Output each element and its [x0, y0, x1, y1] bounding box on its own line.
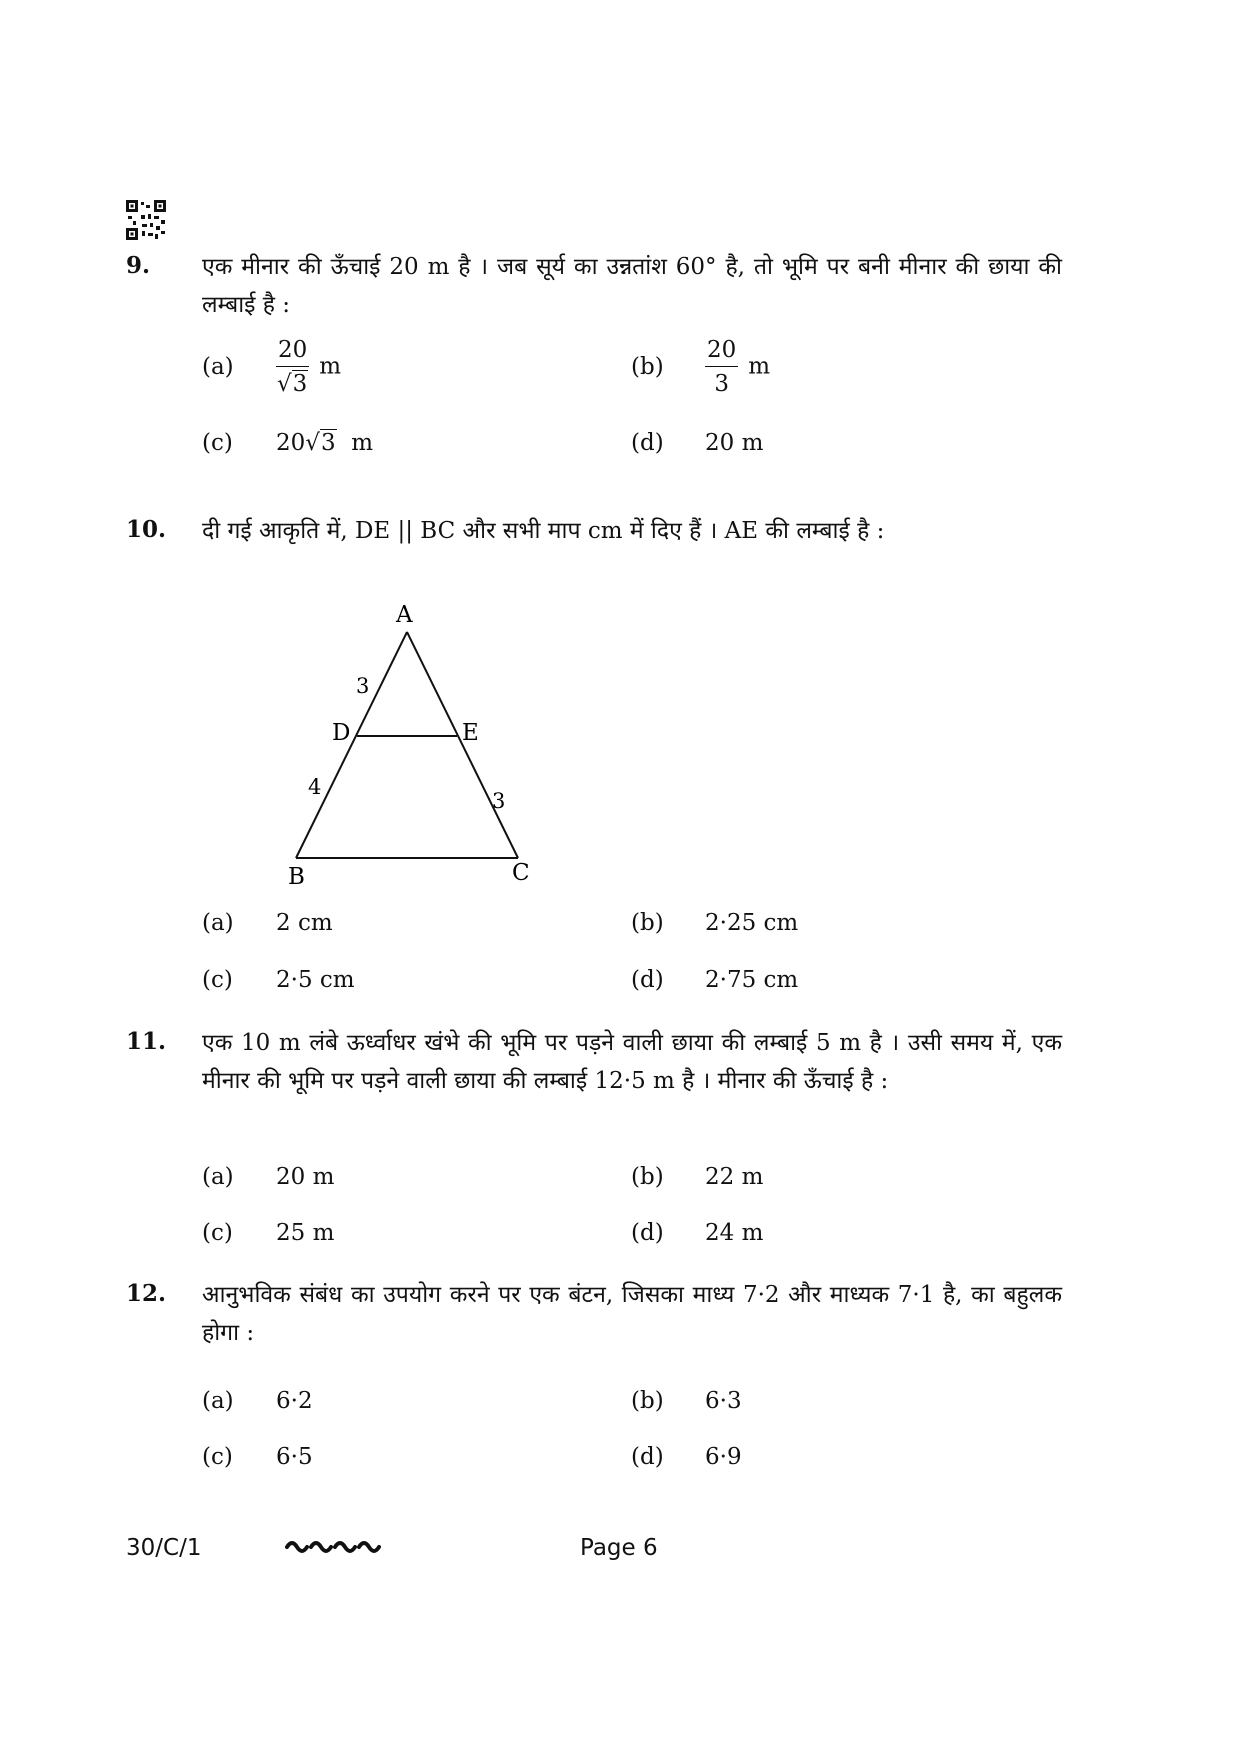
- vertex-b-label: B: [288, 864, 305, 884]
- option-a[interactable]: [202, 1164, 602, 1204]
- unit: m: [351, 430, 374, 456]
- fraction: [705, 336, 738, 399]
- option-label: (b): [631, 1164, 664, 1190]
- option-value: 6·5: [276, 1444, 313, 1470]
- option-c[interactable]: [202, 1220, 602, 1260]
- option-value: 2·5 cm: [276, 967, 355, 993]
- question-text: आनुभविक संबंध का उपयोग करने पर एक बंटन, जिसका माध्य 7·2 और माध्यक 7·1 है, का बहुलक होगा :: [202, 1282, 1062, 1346]
- tilde-decoration-icon: [285, 1532, 385, 1558]
- option-value: 2·25 cm: [705, 910, 799, 936]
- question-12: [126, 1276, 1066, 1486]
- option-label: (d): [631, 430, 664, 456]
- square-root: √3: [305, 430, 336, 456]
- option-a[interactable]: [202, 910, 602, 950]
- question-text: एक मीनार की ऊँचाई 20 m है । जब सूर्य का उन्नतांश 60° है, तो भूमि पर बनी मीनार की छाया की लम्बाई है :: [202, 254, 1062, 318]
- qr-code-icon: [126, 200, 166, 240]
- radicand: 3: [320, 430, 336, 456]
- option-label: (b): [631, 910, 664, 936]
- option-value: 22 m: [705, 1164, 764, 1190]
- option-label: (c): [202, 430, 233, 456]
- triangle-figure: [264, 594, 564, 884]
- vertex-c-label: C: [512, 860, 530, 884]
- option-value: 24 m: [705, 1220, 764, 1246]
- unit: m: [748, 353, 771, 380]
- question-11: [126, 1024, 1066, 1254]
- option-a[interactable]: [202, 1388, 602, 1428]
- option-a[interactable]: [202, 336, 602, 406]
- question-number: 12.: [126, 1280, 167, 1307]
- numerator: 20: [276, 336, 309, 367]
- option-label: (d): [631, 967, 664, 993]
- option-value: 25 m: [276, 1220, 335, 1246]
- unit: m: [319, 353, 342, 380]
- paper-code: 30/C/1: [126, 1535, 202, 1561]
- option-label: (a): [202, 354, 234, 380]
- option-value: 6·9: [705, 1444, 742, 1470]
- denominator: √3: [276, 371, 308, 397]
- option-label: (c): [202, 1220, 233, 1246]
- option-d[interactable]: [631, 967, 1031, 1007]
- option-b[interactable]: [631, 910, 1031, 950]
- length-ec-label: 3: [492, 789, 506, 813]
- option-label: (d): [631, 1220, 664, 1246]
- fraction: [276, 336, 309, 399]
- page-number: Page 6: [580, 1535, 658, 1561]
- length-ad-label: 3: [356, 674, 370, 698]
- option-label: (a): [202, 910, 234, 936]
- option-label: (a): [202, 1164, 234, 1190]
- question-text: एक 10 m लंबे ऊर्ध्वाधर खंभे की भूमि पर पड़ने वाली छाया की लम्बाई 5 m है । उसी समय में, एक मीनार की भूमि पर पड़ने वाली छाया की लम्बाई 12·5 m है । मीनार की ऊँचाई है :: [202, 1030, 1062, 1094]
- option-d[interactable]: [631, 1220, 1031, 1260]
- option-value: 20 m: [276, 1164, 335, 1190]
- option-value: 20 m: [705, 430, 764, 456]
- option-label: (c): [202, 967, 233, 993]
- option-d[interactable]: [631, 1444, 1031, 1484]
- option-b[interactable]: [631, 1164, 1031, 1204]
- option-b[interactable]: [631, 1388, 1031, 1428]
- vertex-d-label: D: [332, 720, 351, 746]
- option-value: 2·75 cm: [705, 967, 799, 993]
- option-b[interactable]: [631, 336, 1031, 406]
- option-label: (a): [202, 1388, 234, 1414]
- question-number: 9.: [126, 252, 151, 279]
- coefficient: 20: [276, 430, 306, 456]
- denominator: 3: [714, 371, 729, 397]
- option-label: (b): [631, 1388, 664, 1414]
- length-db-label: 4: [308, 775, 322, 799]
- option-c[interactable]: [202, 967, 602, 1007]
- option-value: [705, 336, 770, 399]
- option-d[interactable]: [631, 430, 1031, 470]
- vertex-e-label: E: [462, 720, 479, 746]
- option-value: [276, 430, 373, 456]
- option-c[interactable]: [202, 430, 602, 470]
- question-9: [126, 248, 1066, 478]
- option-label: (c): [202, 1444, 233, 1470]
- question-10: [126, 512, 1066, 1012]
- radicand: 3: [292, 371, 308, 397]
- option-value: [276, 336, 341, 399]
- question-number: 11.: [126, 1028, 167, 1055]
- option-c[interactable]: [202, 1444, 602, 1484]
- option-value: 2 cm: [276, 910, 333, 936]
- option-value: 6·3: [705, 1388, 742, 1414]
- option-label: (b): [631, 354, 664, 380]
- question-number: 10.: [126, 516, 167, 543]
- option-value: 6·2: [276, 1388, 313, 1414]
- option-label: (d): [631, 1444, 664, 1470]
- question-text: दी गई आकृति में, DE || BC और सभी माप cm में दिए हैं । AE की लम्बाई है :: [202, 518, 885, 544]
- vertex-a-label: A: [396, 602, 413, 628]
- numerator: 20: [705, 336, 738, 367]
